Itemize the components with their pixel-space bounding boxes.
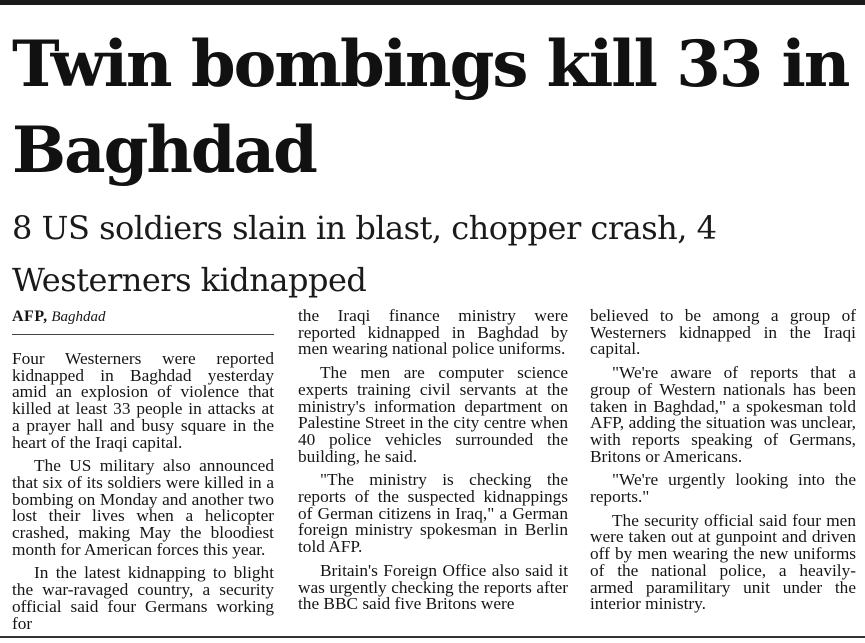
paragraph: In the latest kidnapping to blight the war-ravaged country, a security official said four Germans working for <box>12 563 274 633</box>
article-column-3 <box>590 308 856 620</box>
paragraph: "We're aware of reports that a group of Western nationals has been taken in Baghdad," a spokesman told AFP, adding the situation was unclear, with reports speaking of Germans, Britons or Americans. <box>590 363 856 466</box>
bottom-rule <box>0 636 865 638</box>
paragraph: believed to be among a group of Westerners kidnapped in the Iraqi capital. <box>590 306 856 359</box>
byline <box>12 308 274 335</box>
paragraph: Britain's Foreign Office also said it was urgently checking the reports after the BBC said five Britons were <box>298 560 568 614</box>
byline-location: Baghdad <box>51 309 106 325</box>
headline: Twin bombings kill 33 in Baghdad <box>12 27 849 188</box>
article-column-1 <box>12 308 274 639</box>
paragraph: the Iraqi finance ministry were reported kidnapped in Baghdad by men wearing national police uniforms. <box>298 306 568 359</box>
subheadline: 8 US soldiers slain in blast, chopper crash, 4 Westerners kidnapped <box>12 209 717 299</box>
paragraph: The security official said four men were taken out at gunpoint and driven off by men wearing the new uniforms of the national police, a heavily-armed paramilitary unit under the interior ministry. <box>590 510 856 614</box>
paragraph: The US military also announced that six of its soldiers were killed in a bombing on Monday and another two lost their lives when a helicopter crashed, making May the bloodiest month for American forces this year. <box>12 456 274 559</box>
paragraph: Four Westerners were reported kidnapped in Baghdad yesterday amid an explosion of violence that killed at least 33 people in attacks at a prayer hall and busy square in the heart of the Iraqi capital. <box>12 349 274 452</box>
paragraph: "The ministry is checking the reports of the suspected kidnappings of German citizens in Iraq," a German foreign ministry spokesman in Berlin told AFP. <box>298 470 568 557</box>
paragraph: "We're urgently looking into the reports." <box>590 470 856 507</box>
paragraph: The men are computer science experts training civil servants at the ministry's information department on Palestine Street in the city centre when 40 police vehicles surrounded the building, he said. <box>298 363 568 466</box>
top-rule <box>0 0 865 5</box>
article-column-2 <box>298 308 568 620</box>
byline-agency: AFP, <box>12 308 48 325</box>
